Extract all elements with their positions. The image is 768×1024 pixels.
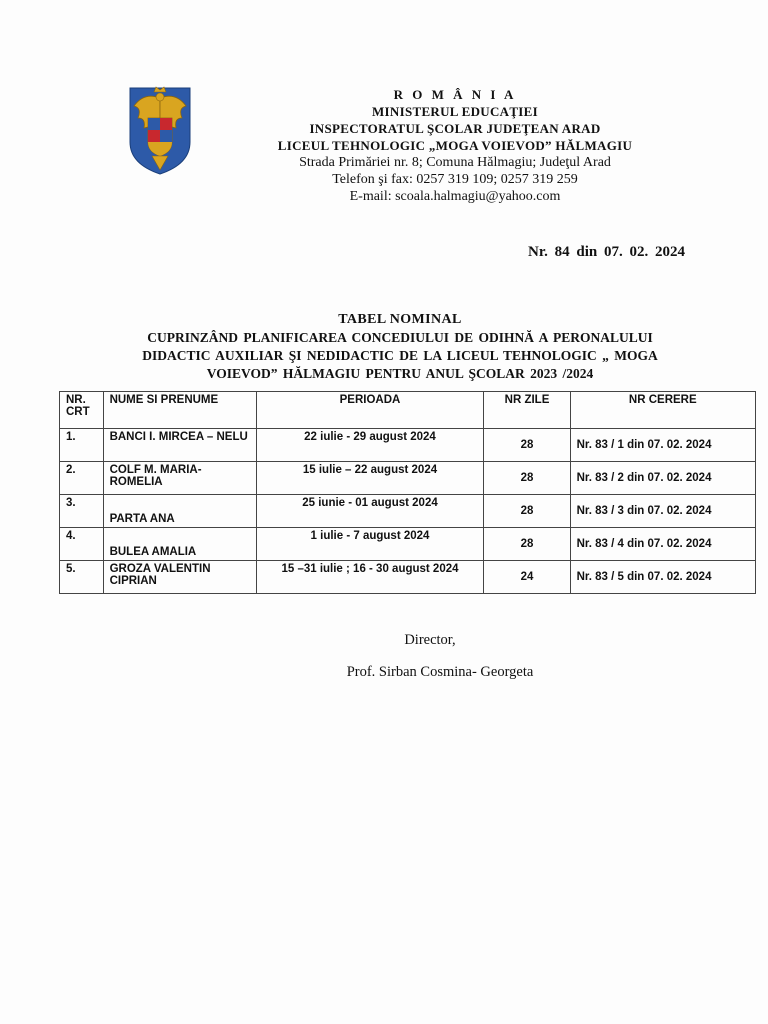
cell-name: PARTA ANA: [103, 495, 256, 528]
cell-days: 28: [484, 429, 570, 462]
header-request: NR CERERE: [570, 392, 755, 429]
document-title: [100, 311, 700, 383]
document-number: Nr. 84 din 07. 02. 2024: [528, 244, 685, 260]
cell-name: BANCI I. MIRCEA – NELU: [103, 429, 256, 462]
cell-request: Nr. 83 / 5 din 07. 02. 2024: [570, 561, 755, 594]
title-line-3: DIDACTIC AUXILIAR ŞI NEDIDACTIC DE LA LICEUL TEHNOLOGIC „ MOGA: [142, 348, 658, 363]
title-line-2: CUPRINZÂND PLANIFICAREA CONCEDIULUI DE ODIHNĂ A PERONALULUI: [147, 330, 653, 345]
cell-request: Nr. 83 / 1 din 07. 02. 2024: [570, 429, 755, 462]
cell-request: Nr. 83 / 4 din 07. 02. 2024: [570, 528, 755, 561]
cell-days: 28: [484, 495, 570, 528]
school-name: LICEUL TEHNOLOGIC „MOGA VOIEVOD” HĂLMAGIU: [277, 138, 633, 153]
header-period: PERIOADA: [256, 392, 484, 429]
cell-period: 1 iulie - 7 august 2024: [256, 528, 484, 561]
school-email: E-mail: scoala.halmagiu@yahoo.com: [349, 189, 561, 204]
inspectorate-name: INSPECTORATUL ŞCOLAR JUDEŢEAN ARAD: [309, 121, 601, 136]
title-line-4: VOIEVOD” HĂLMAGIU PENTRU ANUL ŞCOLAR 2023 /2024: [206, 366, 594, 381]
header-nr-crt: NR. CRT: [60, 392, 104, 429]
table-row: [60, 528, 756, 561]
table-row: [60, 462, 756, 495]
institution-header: [270, 86, 640, 205]
header-name: NUME SI PRENUME: [103, 392, 256, 429]
cell-days: 28: [484, 528, 570, 561]
cell-request: Nr. 83 / 3 din 07. 02. 2024: [570, 495, 755, 528]
cell-name: GROZA VALENTIN CIPRIAN: [103, 561, 256, 594]
cell-period: 15 –31 iulie ; 16 - 30 august 2024: [256, 561, 484, 594]
cell-period: 25 iunie - 01 august 2024: [256, 495, 484, 528]
cell-days: 24: [484, 561, 570, 594]
cell-nr: 5.: [60, 561, 104, 594]
cell-nr: 2.: [60, 462, 104, 495]
cell-name: BULEA AMALIA: [103, 528, 256, 561]
table-header-row: [60, 392, 756, 429]
school-phone: Telefon şi fax: 0257 319 109; 0257 319 259: [332, 172, 578, 187]
cell-period: 15 iulie – 22 august 2024: [256, 462, 484, 495]
cell-nr: 3.: [60, 495, 104, 528]
cell-nr: 1.: [60, 429, 104, 462]
cell-nr: 4.: [60, 528, 104, 561]
table-row: [60, 495, 756, 528]
signature-block: [300, 624, 580, 688]
director-name: Prof. Sirban Cosmina- Georgeta: [346, 664, 534, 680]
title-line-1: TABEL NOMINAL: [338, 312, 462, 327]
school-address: Strada Primăriei nr. 8; Comuna Hălmagiu; Judeţul Arad: [299, 155, 611, 170]
cell-days: 28: [484, 462, 570, 495]
cell-name: COLF M. MARIA-ROMELIA: [103, 462, 256, 495]
cell-period: 22 iulie - 29 august 2024: [256, 429, 484, 462]
romania-coat-of-arms-icon: [124, 84, 196, 176]
ministry-name: MINISTERUL EDUCAŢIEI: [371, 104, 538, 119]
cell-request: Nr. 83 / 2 din 07. 02. 2024: [570, 462, 755, 495]
header-days: NR ZILE: [484, 392, 570, 429]
table-row: [60, 561, 756, 594]
leave-schedule-table: [59, 391, 756, 594]
table-row: [60, 429, 756, 462]
country-name: R O M Â N I A: [393, 87, 517, 102]
director-role: Director,: [404, 632, 456, 648]
